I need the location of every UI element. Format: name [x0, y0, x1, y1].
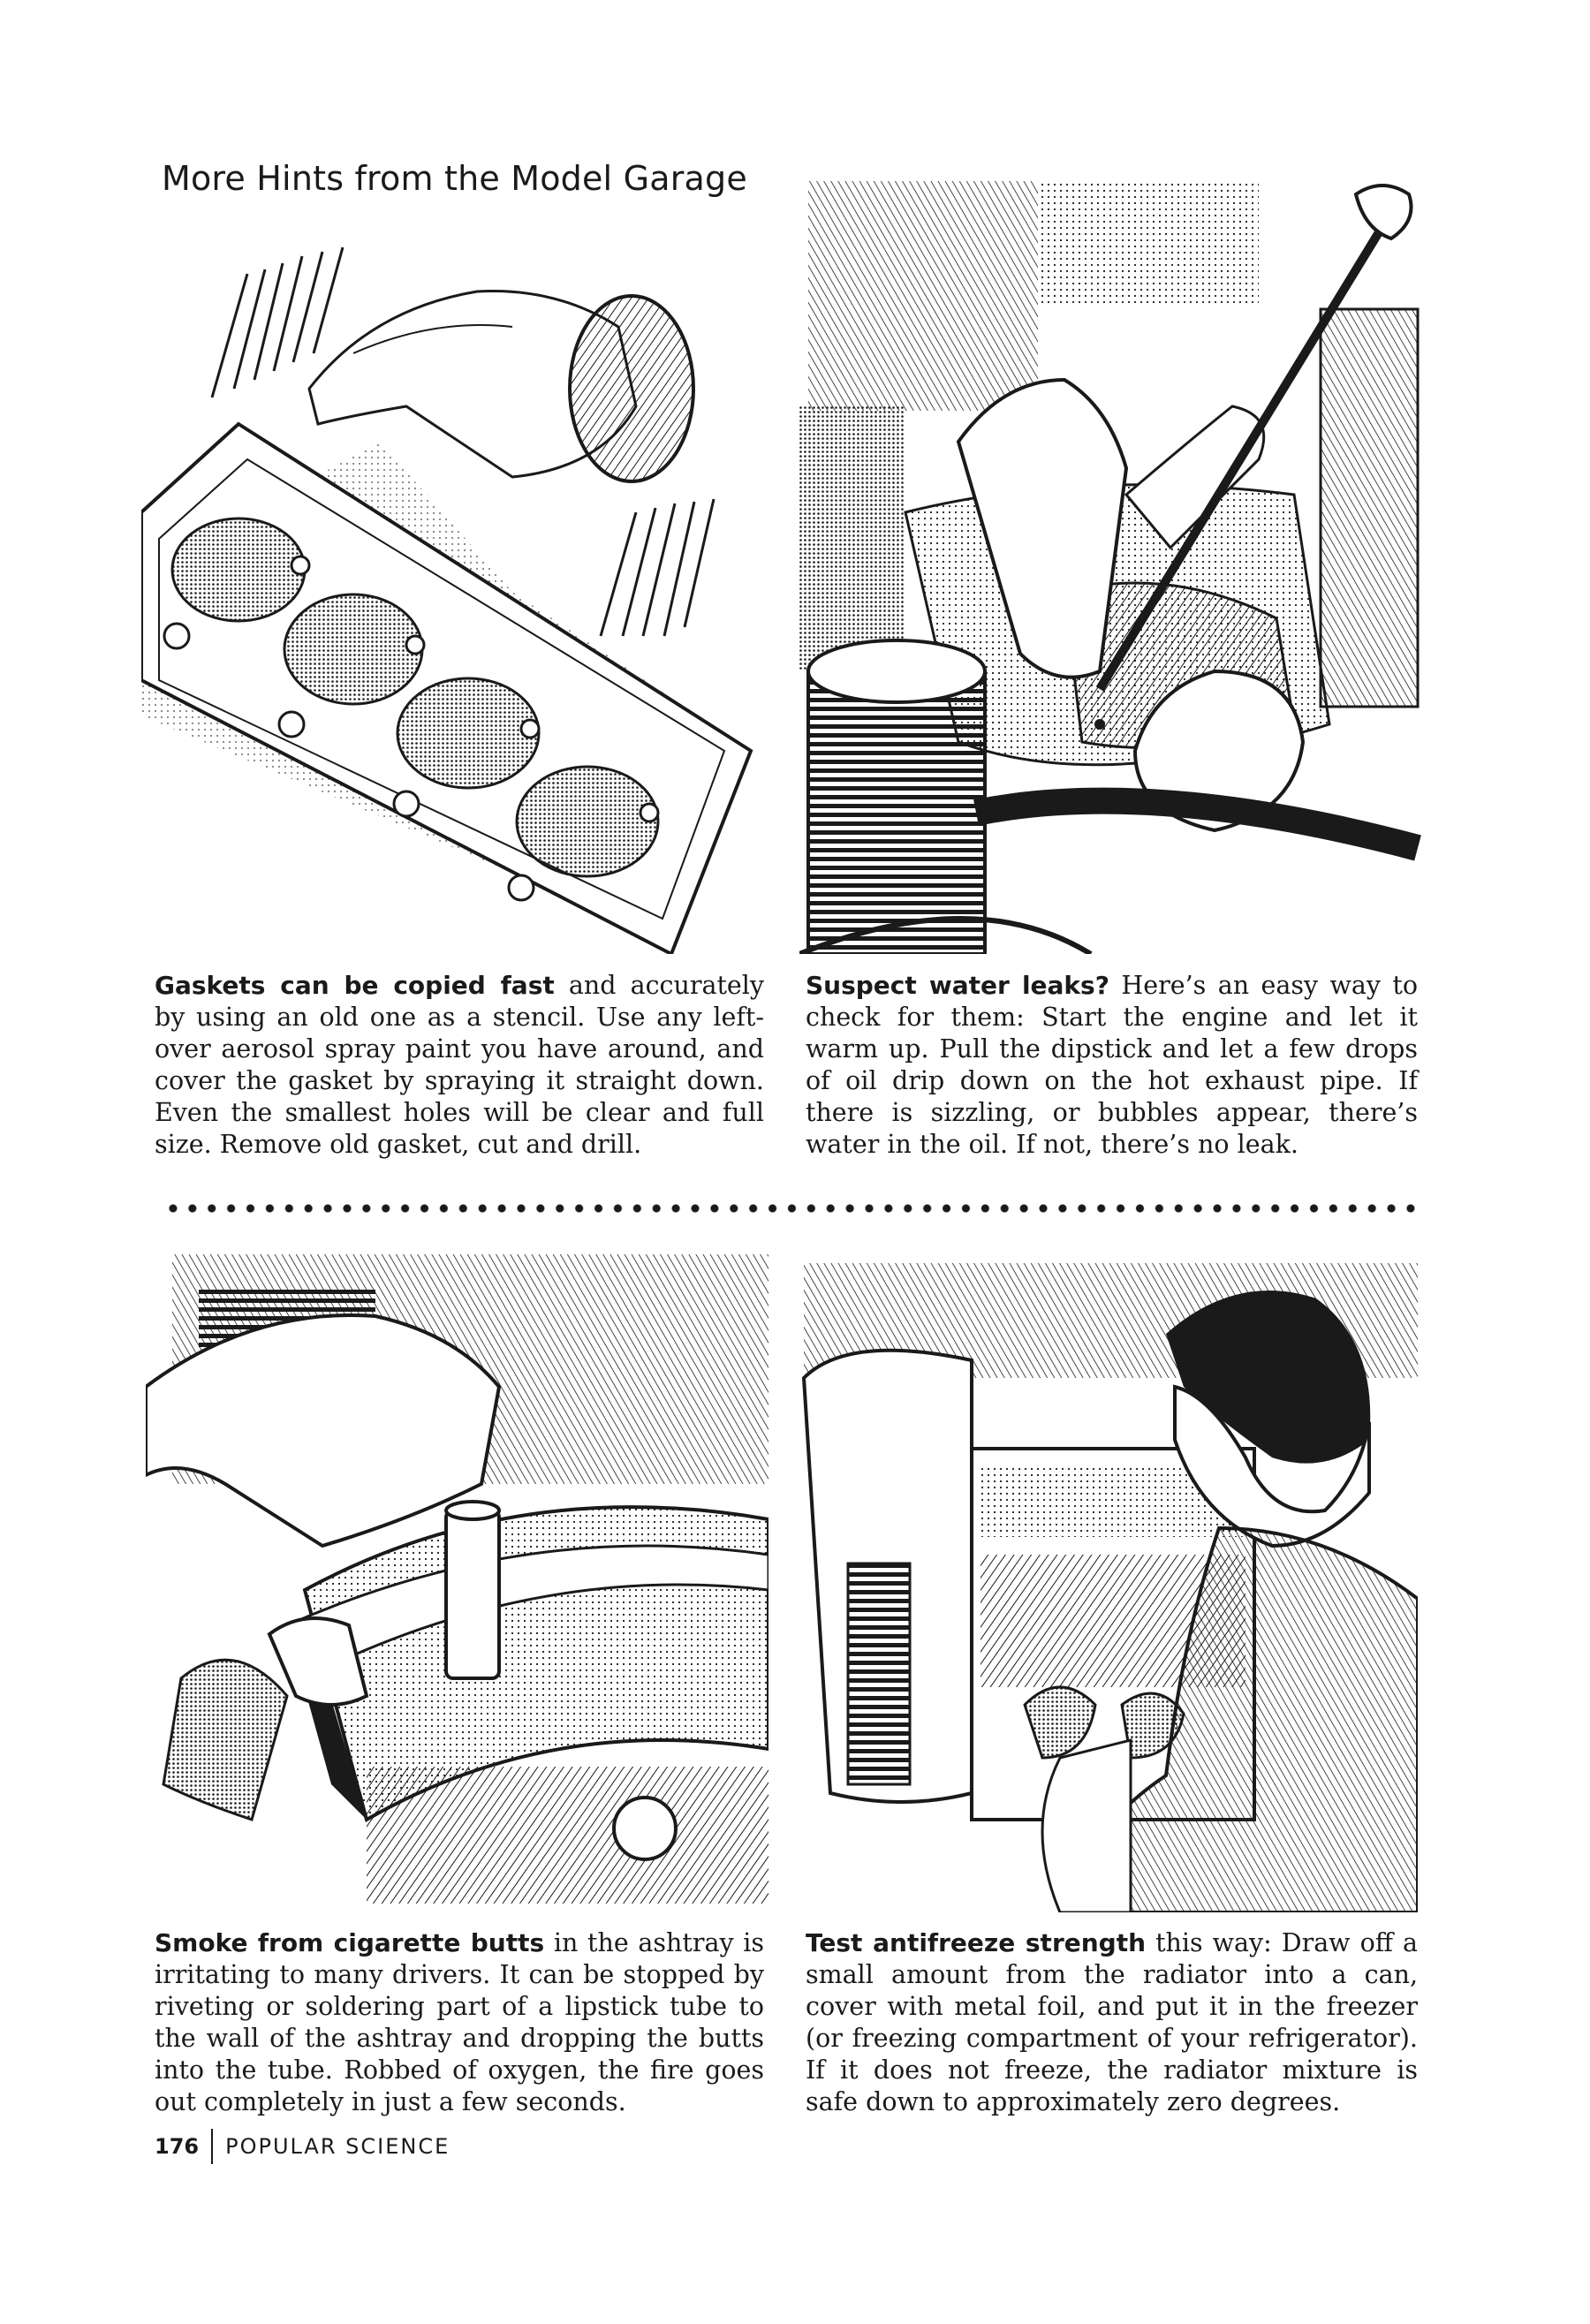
antifreeze-caption-lead: Test antifreeze strength — [806, 1928, 1147, 1957]
gasket-caption-text: and accurately by using an old one as a stencil. Use any left-over aerosol spray paint you have around, and cover the gasket by spraying it straight down. Even the smallest holes will be clear and full size. Remove old gasket, cut and drill. — [155, 971, 764, 1159]
page-title: More Hints from the Model Garage — [162, 159, 747, 198]
dotted-divider — [163, 1204, 1418, 1213]
ashtray-caption — [155, 1927, 764, 2118]
publication-name: POPULAR SCIENCE — [225, 2134, 450, 2159]
gasket-caption-lead: Gaskets can be copied fast — [155, 971, 555, 1000]
dipstick-illustration — [799, 177, 1427, 954]
water-leak-caption — [806, 970, 1418, 1161]
water-leak-caption-text: Here’s an easy way to check for them: Start the engine and let it warm up. Pull the dipstick and let a few drops of oil drip down on the hot exhaust pipe. If there is sizzling, or bubbles appear, there’s water in the oil. If not, there’s no leak. — [806, 971, 1418, 1159]
ashtray-caption-text: in the ashtray is irritating to many drivers. It can be stopped by riveting or soldering part of a lipstick tube to the wall of the ashtray and dropping the butts into the tube. Robbed of oxygen, the fire goes out completely in just a few seconds. — [155, 1928, 765, 2116]
water-leak-caption-lead: Suspect water leaks? — [806, 971, 1109, 1000]
gasket-caption — [155, 970, 764, 1161]
page-footer — [155, 2131, 450, 2162]
gasket-illustration — [141, 221, 760, 954]
antifreeze-caption — [806, 1927, 1418, 2118]
page-number: 176 — [155, 2134, 200, 2159]
footer-separator — [211, 2129, 213, 2164]
ashtray-illustration — [146, 1254, 768, 1904]
antifreeze-caption-text: this way: Draw off a small amount from the radiator into a can, cover with metal foil, and put it in the freezer (or freezing compartment of your refrigerator). If it does not freeze, the radiator mixture is safe down to approximately zero degrees. — [806, 1928, 1418, 2116]
ashtray-caption-lead: Smoke from cigarette butts — [155, 1928, 545, 1957]
refrigerator-illustration — [795, 1263, 1418, 1912]
